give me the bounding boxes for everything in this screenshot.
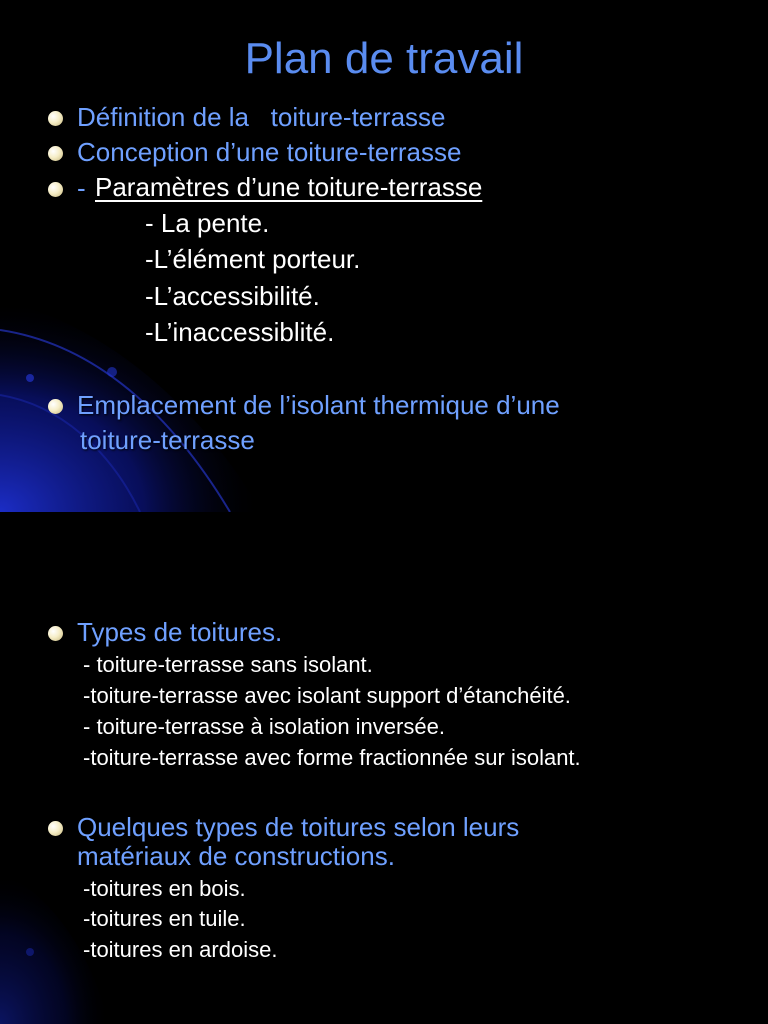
bullet-icon <box>48 821 63 836</box>
types-sub-isolation-inversee: - toiture-terrasse à isolation inversée. <box>83 714 445 739</box>
item-emplacement-line2: toiture-terrasse <box>80 425 255 455</box>
bullet-icon <box>48 111 63 126</box>
types-sub-forme-fractionnee: -toiture-terrasse avec forme fractionnée sur isolant. <box>83 745 581 770</box>
bullet-icon <box>48 399 63 414</box>
types-sub-sans-isolant: - toiture-terrasse sans isolant. <box>83 652 373 677</box>
types-sub-isolant-support: -toiture-terrasse avec isolant support d’étanchéité. <box>83 683 571 708</box>
page-title: Plan de travail <box>244 34 524 83</box>
sub-item-pente: - La pente. <box>145 208 270 238</box>
types-heading: Types de toitures. <box>77 617 283 647</box>
bullet-icon <box>48 182 63 197</box>
item-definition: Définition de la toiture-terrasse <box>77 102 446 132</box>
bullet-icon <box>48 626 63 641</box>
materiaux-heading-line2: matériaux de constructions. <box>77 841 395 871</box>
item-parametres-prefix: - <box>77 173 93 203</box>
materiaux-heading-line1: Quelques types de toitures selon leurs <box>77 812 520 842</box>
sub-item-inaccessibilite: -L’inaccessiblité. <box>145 317 335 347</box>
materiaux-sub-ardoise: -toitures en ardoise. <box>83 937 278 962</box>
materiaux-sub-tuile: -toitures en tuile. <box>83 906 246 931</box>
item-parametres: Paramètres d’une toiture-terrasse <box>95 172 483 202</box>
slide-types-de-toitures <box>0 512 768 1024</box>
sub-item-accessibilite: -L’accessibilité. <box>145 281 320 311</box>
item-emplacement-line1: Emplacement de l’isolant thermique d’une <box>77 390 560 420</box>
bullet-icon <box>48 146 63 161</box>
sub-item-element-porteur: -L’élément porteur. <box>145 244 361 274</box>
item-conception: Conception d’une toiture-terrasse <box>77 137 462 167</box>
materiaux-sub-bois: -toitures en bois. <box>83 876 246 901</box>
